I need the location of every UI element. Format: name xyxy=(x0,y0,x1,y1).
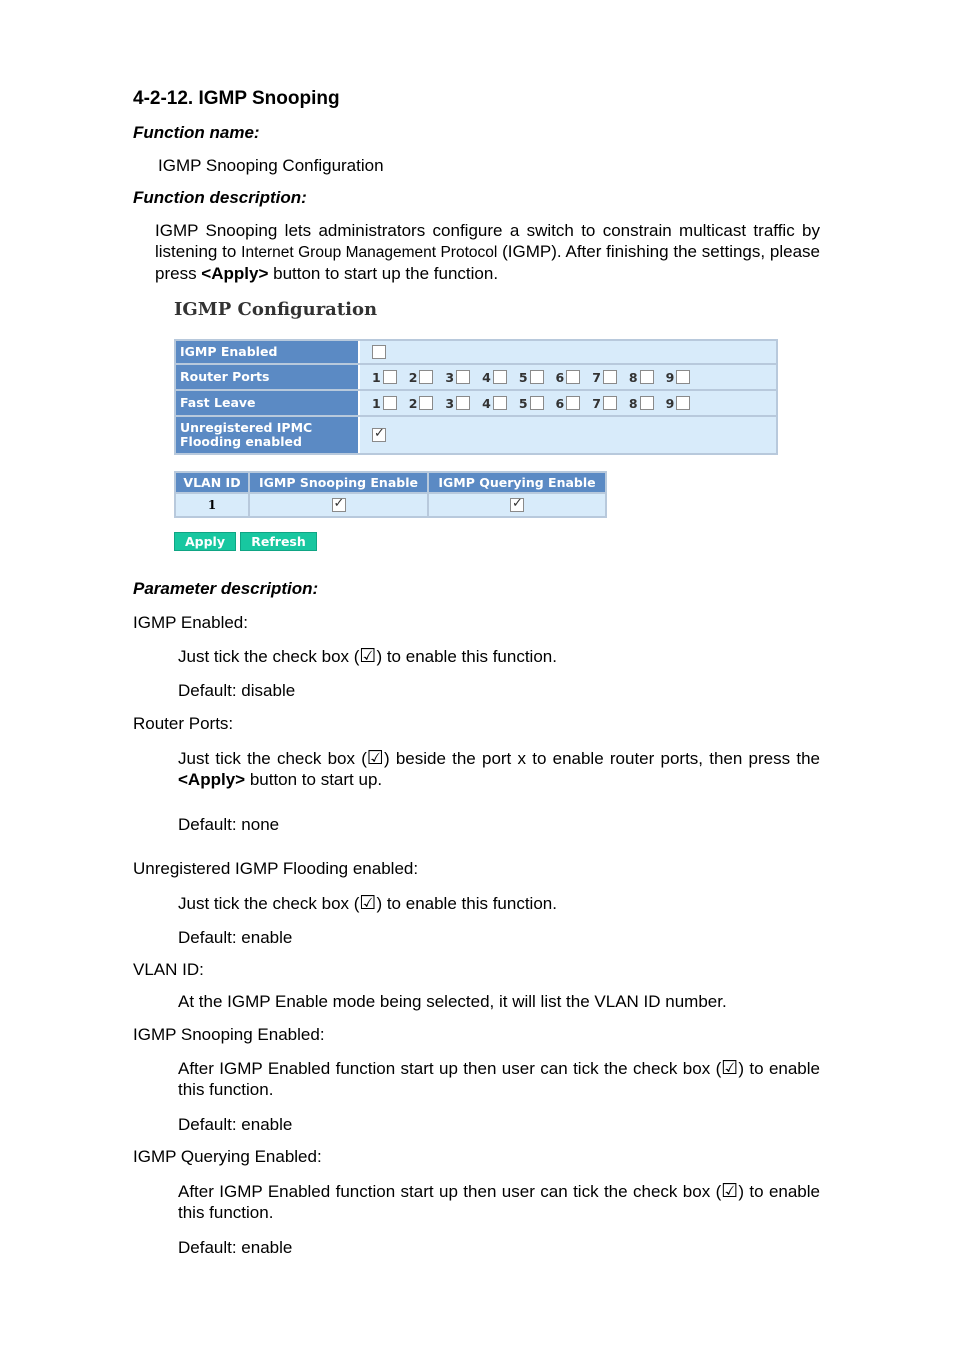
port-number: 2 xyxy=(408,395,418,411)
param-router-ports-text: Just tick the check box (☑) beside the port x to enable router ports, then press the <Apply> button to start up. xyxy=(178,747,820,789)
fast-leave-port-2[interactable] xyxy=(409,396,434,411)
fast-leave-port-6[interactable] xyxy=(556,396,581,411)
port-checkbox[interactable] xyxy=(640,396,654,410)
port-checkbox[interactable] xyxy=(419,370,433,384)
port-checkbox[interactable] xyxy=(603,396,617,410)
igmp-enabled-checkbox[interactable] xyxy=(372,345,386,359)
checkbox-icon: ☑ xyxy=(359,892,377,914)
port-checkbox[interactable] xyxy=(456,396,470,410)
igmp-configuration-title: IGMP Configuration xyxy=(174,299,378,320)
port-number: 8 xyxy=(628,395,638,411)
param-querying-title: IGMP Querying Enabled: xyxy=(133,1147,322,1166)
checkbox-icon: ☑ xyxy=(359,645,377,667)
port-number: 7 xyxy=(592,369,601,385)
port-number: 8 xyxy=(628,369,638,385)
apply-button[interactable]: Apply xyxy=(174,532,236,551)
param-snooping-title: IGMP Snooping Enabled: xyxy=(133,1025,325,1044)
param-igmp-enabled-text: Just tick the check box (☑) to enable this function. xyxy=(178,645,557,667)
param-querying-default: Default: enable xyxy=(178,1238,293,1257)
checkbox-icon: ☑ xyxy=(721,1057,739,1079)
param-snooping-text: After IGMP Enabled function start up then user can tick the check box (☑) to enable this function. xyxy=(178,1057,820,1099)
router-ports-port-4[interactable] xyxy=(482,370,507,385)
vlan-id-header: VLAN ID xyxy=(175,472,249,493)
router-ports-port-5[interactable] xyxy=(519,370,544,385)
function-name-value: IGMP Snooping Configuration xyxy=(158,156,384,175)
function-description-text: IGMP Snooping lets administrators configure a switch to constrain multicast traffic by listening to Internet Group Management Protocol (IGMP). After finishing the settings, please press <Apply> button to start up the function. xyxy=(155,221,821,283)
router-ports-port-6[interactable] xyxy=(556,370,581,385)
snooping-enable-header: IGMP Snooping Enable xyxy=(249,472,428,493)
row-label: Fast Leave xyxy=(176,391,360,415)
router-ports-port-7[interactable] xyxy=(592,370,617,385)
port-checkbox[interactable] xyxy=(493,370,507,384)
refresh-button[interactable]: Refresh xyxy=(240,532,317,551)
port-number: 6 xyxy=(555,395,565,411)
param-router-ports-title: Router Ports: xyxy=(133,714,234,733)
fast-leave-port-3[interactable] xyxy=(445,396,470,411)
port-checkbox[interactable] xyxy=(419,396,433,410)
fast-leave-port-5[interactable] xyxy=(519,396,544,411)
row-unregistered-ipmc xyxy=(176,417,776,453)
port-number: 2 xyxy=(408,369,418,385)
router-ports-port-3[interactable] xyxy=(445,370,470,385)
port-checkbox[interactable] xyxy=(530,396,544,410)
port-number: 3 xyxy=(445,395,455,411)
param-unregistered-title: Unregistered IGMP Flooding enabled: xyxy=(133,859,419,878)
param-unregistered-text: Just tick the check box (☑) to enable this function. xyxy=(178,892,557,914)
port-number: 7 xyxy=(592,395,601,411)
port-checkbox[interactable] xyxy=(530,370,544,384)
fast-leave-port-9[interactable] xyxy=(666,396,691,411)
param-querying-text: After IGMP Enabled function start up then user can tick the check box (☑) to enable this function. xyxy=(178,1180,820,1222)
router-ports-port-9[interactable] xyxy=(666,370,691,385)
param-unregistered-default: Default: enable xyxy=(178,928,293,947)
port-number: 4 xyxy=(482,395,491,411)
port-number: 1 xyxy=(372,369,381,385)
port-number: 5 xyxy=(518,369,528,385)
section-title: 4-2-12. IGMP Snooping xyxy=(133,88,340,109)
function-name-heading: Function name: xyxy=(133,123,260,142)
row-label: Router Ports xyxy=(176,365,360,389)
port-number: 4 xyxy=(482,369,491,385)
param-router-ports-default: Default: none xyxy=(178,815,280,834)
igmp-config-table xyxy=(174,339,778,455)
fast-leave-port-4[interactable] xyxy=(482,396,507,411)
querying-enable-header: IGMP Querying Enable xyxy=(428,472,606,493)
vlan-table xyxy=(174,471,607,518)
port-checkbox[interactable] xyxy=(676,370,690,384)
port-checkbox[interactable] xyxy=(493,396,507,410)
vlan-id-cell: 1 xyxy=(175,493,249,517)
function-description-heading: Function description: xyxy=(133,188,307,207)
port-checkbox[interactable] xyxy=(566,370,580,384)
port-number: 6 xyxy=(555,369,565,385)
row-fast-leave xyxy=(176,391,776,417)
router-ports-port-8[interactable] xyxy=(629,370,654,385)
port-number: 5 xyxy=(518,395,528,411)
port-checkbox[interactable] xyxy=(566,396,580,410)
port-checkbox[interactable] xyxy=(603,370,617,384)
port-number: 9 xyxy=(665,369,675,385)
port-checkbox[interactable] xyxy=(676,396,690,410)
port-number: 1 xyxy=(372,395,381,411)
param-vlan-id-title: VLAN ID: xyxy=(133,960,204,979)
param-vlan-id-text: At the IGMP Enable mode being selected, it will list the VLAN ID number. xyxy=(178,992,727,1011)
checkbox-icon: ☑ xyxy=(366,747,384,769)
port-number: 9 xyxy=(665,395,675,411)
checkbox-icon: ☑ xyxy=(721,1180,739,1202)
port-checkbox[interactable] xyxy=(640,370,654,384)
fast-leave-port-7[interactable] xyxy=(592,396,617,411)
port-checkbox[interactable] xyxy=(456,370,470,384)
router-ports-port-1[interactable] xyxy=(372,370,397,385)
param-igmp-enabled-title: IGMP Enabled: xyxy=(133,613,248,632)
fast-leave-port-1[interactable] xyxy=(372,396,397,411)
table-row xyxy=(175,493,606,517)
port-checkbox[interactable] xyxy=(383,396,397,410)
router-ports-port-2[interactable] xyxy=(409,370,434,385)
snooping-enable-checkbox[interactable] xyxy=(332,498,346,512)
row-router-ports xyxy=(176,365,776,391)
vlan-header-row xyxy=(175,472,606,493)
querying-enable-checkbox[interactable] xyxy=(510,498,524,512)
unregistered-flooding-checkbox[interactable] xyxy=(372,428,386,442)
port-number: 3 xyxy=(445,369,455,385)
param-snooping-default: Default: enable xyxy=(178,1115,293,1134)
row-igmp-enabled xyxy=(176,341,776,365)
port-checkbox[interactable] xyxy=(383,370,397,384)
row-label: IGMP Enabled xyxy=(176,341,360,363)
param-igmp-enabled-default: Default: disable xyxy=(178,681,296,700)
parameter-description-heading: Parameter description: xyxy=(133,579,319,598)
row-label: Unregistered IPMC Flooding enabled xyxy=(176,417,360,453)
fast-leave-port-8[interactable] xyxy=(629,396,654,411)
